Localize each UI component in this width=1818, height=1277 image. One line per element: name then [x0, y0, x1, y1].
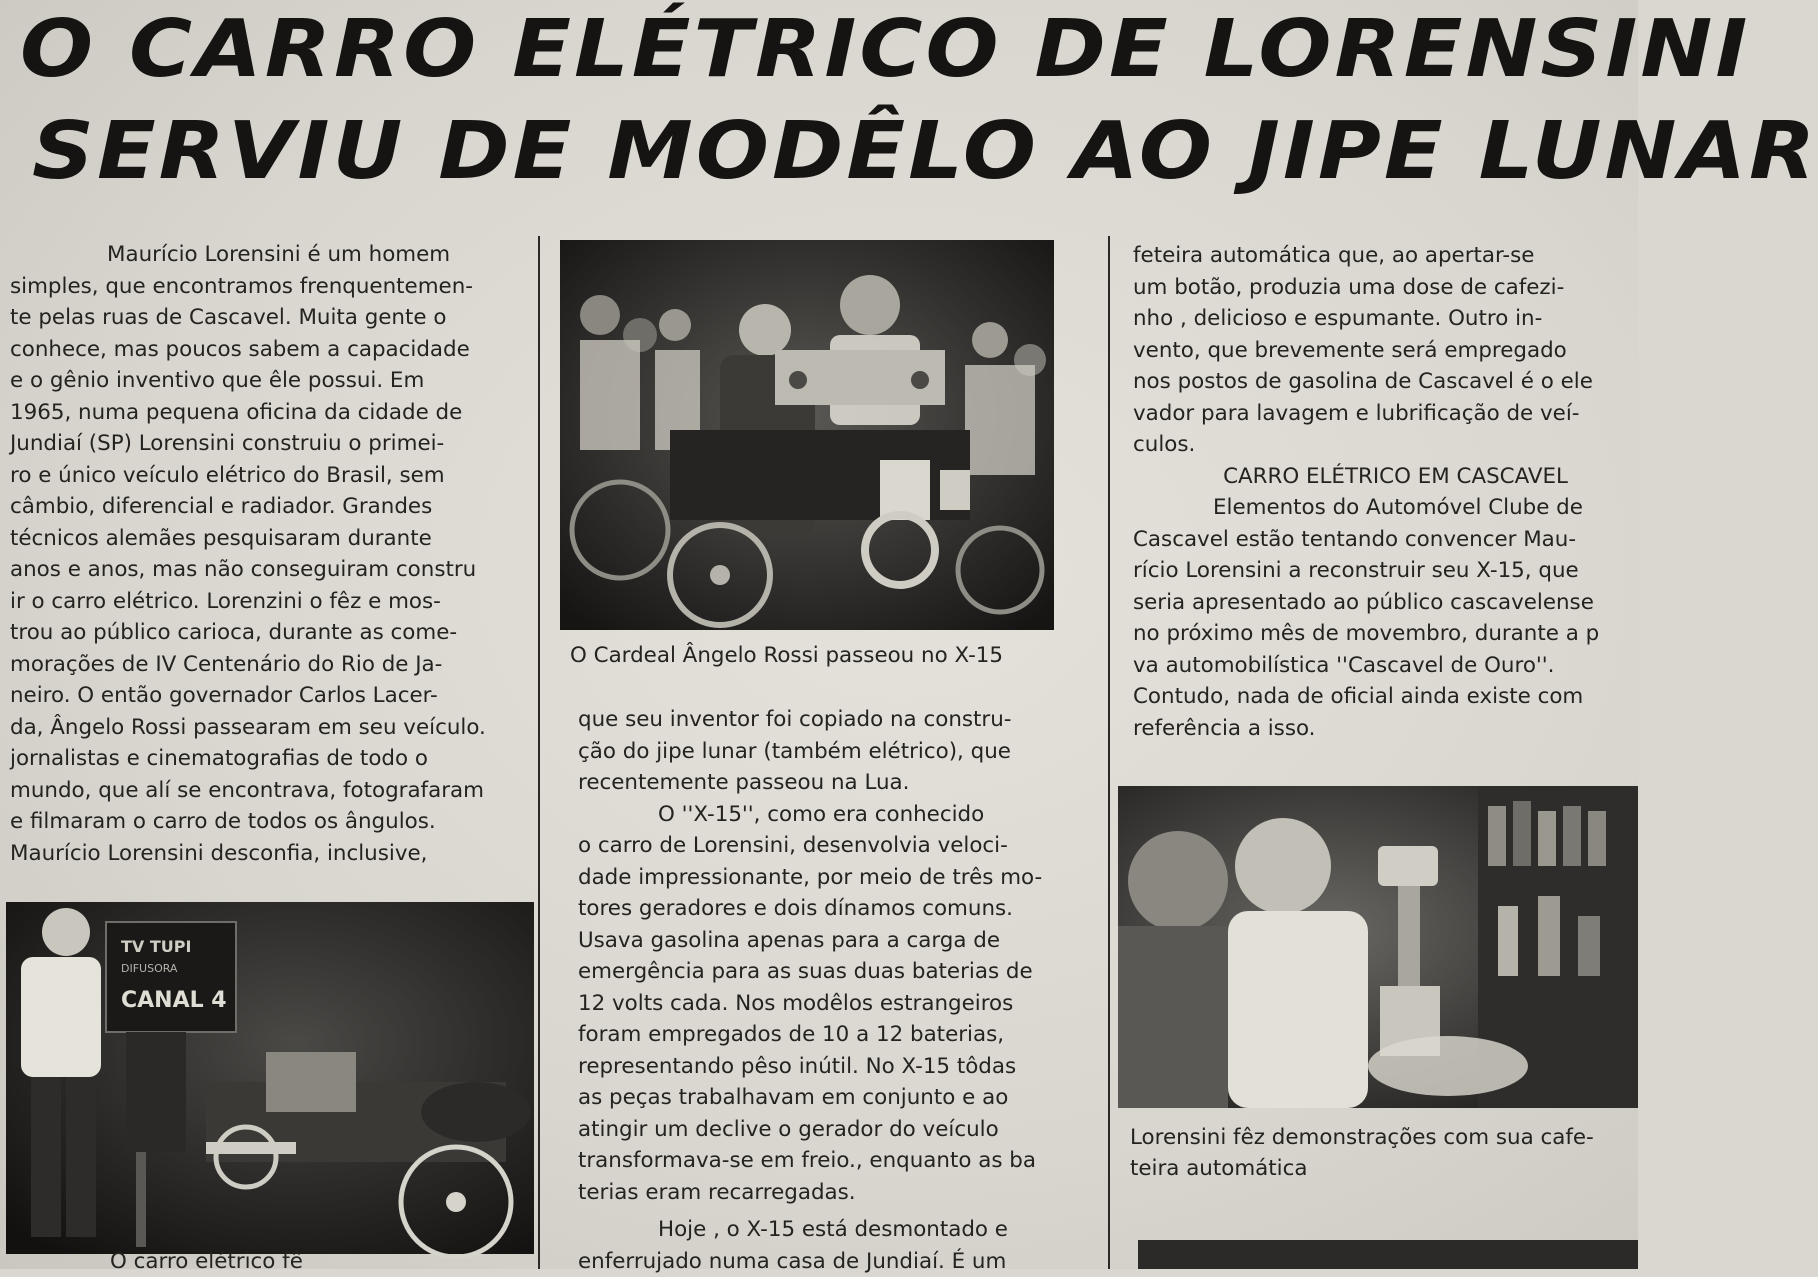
tv-sign-line-2: DIFUSORA [121, 962, 178, 975]
text-line: ção do jipe lunar (também elétrico), que [578, 736, 1078, 768]
text-line: seria apresentado ao público cascavelense [1133, 587, 1638, 619]
tv-sign-line-3: CANAL 4 [121, 988, 227, 1013]
text-line: mundo, que alí se encontrava, fotografaram [10, 775, 530, 807]
article-column-3 [1133, 240, 1638, 744]
text-line: vador para lavagem e lubrificação de veí- [1133, 398, 1638, 430]
text-line: recentemente passeou na Lua. [578, 767, 1078, 799]
photo-partial-bottom [1138, 1240, 1638, 1269]
text-line: e o gênio inventivo que êle possui. Em [10, 365, 530, 397]
article-column-1 [10, 239, 530, 869]
headline-line-2: SERVIU DE MODÊLO AO JIPE LUNAR [32, 112, 1650, 191]
photo-tv-camera [6, 902, 534, 1254]
text-line: Maurício Lorensini é um homem [10, 239, 530, 271]
text-line: Cascavel estão tentando convencer Mau- [1133, 524, 1638, 556]
text-line: jornalistas e cinematografias de todo o [10, 743, 530, 775]
text-line: transformava-se em freio., enquanto as ba [578, 1145, 1078, 1177]
text-line: nho , delicioso e espumante. Outro in- [1133, 303, 1638, 335]
text-line: técnicos alemães pesquisaram durante [10, 523, 530, 555]
text-line: simples, que encontramos frenquentemen- [10, 271, 530, 303]
text-line: Contudo, nada de oficial ainda existe com [1133, 681, 1638, 713]
text-line: conhece, mas poucos sabem a capacidade [10, 334, 530, 366]
text-line: enferrujado numa casa de Jundiaí. É um [578, 1246, 1078, 1277]
headline-line-1: O CARRO ELÉTRICO DE LORENSINI [20, 10, 1638, 89]
text-line: um botão, produzia uma dose de cafezi- [1133, 272, 1638, 304]
photo-cardinal-caption: O Cardeal Ângelo Rossi passeou no X-15 [570, 640, 1003, 671]
text-line: trou ao público carioca, durante as come- [10, 617, 530, 649]
photo-tv-camera-image [6, 902, 534, 1254]
text-line: no próximo mês de movembro, durante a p [1133, 618, 1638, 650]
text-line: emergência para as suas duas baterias de [578, 956, 1078, 988]
text-line: va automobilística ''Cascavel de Ouro''. [1133, 650, 1638, 682]
text-line: feteira automática que, ao apertar-se [1133, 240, 1638, 272]
text-line: Usava gasolina apenas para a carga de [578, 925, 1078, 957]
text-line: O ''X-15'', como era conhecido [578, 799, 1078, 831]
text-line: te pelas ruas de Cascavel. Muita gente o [10, 302, 530, 334]
photo-cardinal-image [560, 240, 1054, 630]
tv-sign-line-1: TV TUPI [121, 937, 191, 956]
text-line: culos. [1133, 429, 1638, 461]
text-line: anos e anos, mas não conseguiram constru [10, 554, 530, 586]
text-line: Jundiaí (SP) Lorensini construiu o primei- [10, 428, 530, 460]
column-rule-right [1108, 236, 1110, 1269]
text-line: morações de IV Centenário do Rio de Ja- [10, 649, 530, 681]
text-line: rício Lorensini a reconstruir seu X-15, que [1133, 555, 1638, 587]
text-line: ro e único veículo elétrico do Brasil, sem [10, 460, 530, 492]
subhead-carro-eletrico: CARRO ELÉTRICO EM CASCAVEL [1133, 461, 1638, 493]
text-line: Elementos do Automóvel Clube de [1133, 492, 1638, 524]
photo-coffee-machine-image [1118, 786, 1638, 1108]
photo-coffee-caption-line-1: Lorensini fêz demonstrações com sua cafe- [1130, 1122, 1638, 1153]
text-line: vento, que brevemente será empregado [1133, 335, 1638, 367]
text-line: nos postos de gasolina de Cascavel é o ele [1133, 366, 1638, 398]
photo-coffee-caption [1130, 1122, 1638, 1184]
text-line: as peças trabalhavam em conjunto e ao [578, 1082, 1078, 1114]
text-line: representando pêso inútil. No X-15 tôdas [578, 1051, 1078, 1083]
photo-coffee-caption-line-2: teira automática [1130, 1153, 1638, 1184]
text-line: terias eram recarregadas. [578, 1177, 1078, 1209]
text-line: e filmaram o carro de todos os ângulos. [10, 806, 530, 838]
text-line: ir o carro elétrico. Lorenzini o fêz e mos- [10, 586, 530, 618]
text-line: que seu inventor foi copiado na constru- [578, 704, 1078, 736]
text-line: Hoje , o X-15 está desmontado e [578, 1214, 1078, 1246]
photo-tv-caption-partial: O carro elétrico fê [110, 1252, 303, 1269]
text-line: atingir um declive o gerador do veículo [578, 1114, 1078, 1146]
photo-coffee-machine [1118, 786, 1638, 1108]
photo-cardinal-x15 [560, 240, 1054, 630]
text-line: 12 volts cada. Nos modêlos estrangeiros [578, 988, 1078, 1020]
text-line: Maurício Lorensini desconfia, inclusive, [10, 838, 530, 870]
text-line: da, Ângelo Rossi passearam em seu veículo. [10, 712, 530, 744]
text-line: dade impressionante, por meio de três mo- [578, 862, 1078, 894]
text-line: o carro de Lorensini, desenvolvia veloci- [578, 830, 1078, 862]
column-rule-left [538, 236, 540, 1269]
text-line: referência a isso. [1133, 713, 1638, 745]
text-line: neiro. O então governador Carlos Lacer- [10, 680, 530, 712]
text-line: tores geradores e dois dínamos comuns. [578, 893, 1078, 925]
text-line: foram empregados de 10 a 12 baterias, [578, 1019, 1078, 1051]
text-line: câmbio, diferencial e radiador. Grandes [10, 491, 530, 523]
text-line: 1965, numa pequena oficina da cidade de [10, 397, 530, 429]
article-column-2 [578, 704, 1078, 1277]
